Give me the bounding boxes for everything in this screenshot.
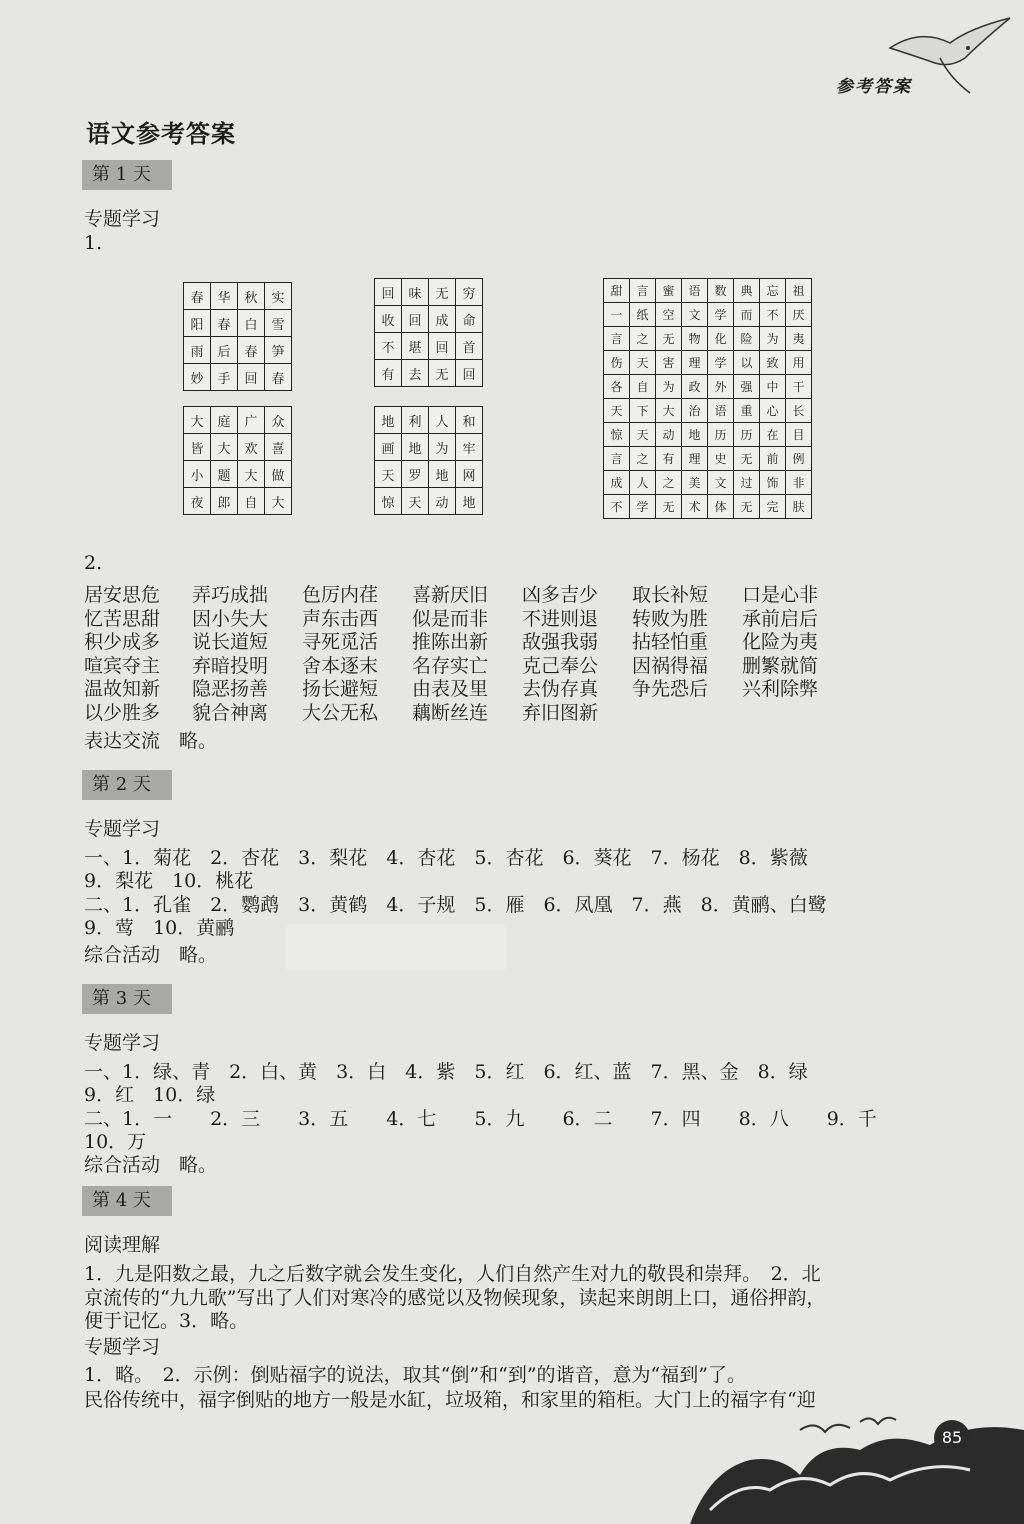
day-2-activity: 综合活动 略。 — [84, 944, 218, 966]
idiom: 忆苦思甜 — [84, 607, 161, 630]
idiom: 寻死觅活 — [302, 631, 379, 653]
grid-cell: 下 — [630, 399, 656, 423]
grid-cell: 味 — [402, 279, 429, 306]
grid-cell: 华 — [211, 283, 238, 310]
grid-cell: 成 — [604, 471, 630, 495]
grid-cell: 祖 — [786, 279, 812, 303]
idiom: 克己奉公 — [522, 654, 599, 677]
idiom: 化险为夷 — [742, 631, 819, 653]
grid-cell: 历 — [708, 423, 734, 447]
grid-cell: 理 — [682, 351, 708, 375]
page-number: 85 — [934, 1420, 970, 1456]
grid-row — [604, 447, 812, 471]
grid-cell: 纸 — [630, 303, 656, 327]
grid-cell: 回 — [375, 279, 402, 306]
day-3-line: 10．万 — [84, 1131, 147, 1153]
idiom: 舍本逐末 — [302, 654, 379, 677]
idiom: 色厉内荏 — [302, 584, 379, 606]
idiom: 凶多吉少 — [522, 584, 599, 606]
day-4-section: 专题学习 — [84, 1336, 161, 1358]
grid-cell: 之 — [630, 327, 656, 351]
grid-cell: 不 — [604, 495, 630, 519]
grid-row — [184, 488, 292, 515]
idiom: 以少胜多 — [84, 701, 161, 724]
idiom: 藕断丝连 — [412, 701, 489, 724]
idiom: 不进则退 — [522, 607, 599, 630]
grid-cell: 各 — [604, 375, 630, 399]
idiom-grid-b — [183, 406, 292, 515]
grid-cell: 无 — [734, 495, 760, 519]
page-title: 语文参考答案 — [86, 120, 236, 148]
grid-cell: 文 — [682, 303, 708, 327]
grid-cell: 牢 — [456, 434, 483, 461]
idiom: 弃暗投明 — [192, 654, 269, 677]
idiom: 敌强我弱 — [522, 631, 599, 653]
day-3-activity: 综合活动 略。 — [84, 1154, 218, 1176]
idiom: 承前启后 — [742, 607, 819, 630]
grid-row — [375, 461, 483, 488]
grid-cell: 成 — [429, 306, 456, 333]
grid-row — [375, 488, 483, 515]
header-label: 参考答案 — [836, 77, 912, 97]
idiom: 似是而非 — [412, 607, 489, 630]
idiom-grid-c — [374, 278, 483, 387]
idiom: 扬长避短 — [302, 678, 379, 700]
grid-cell: 网 — [456, 461, 483, 488]
grid-cell: 去 — [402, 360, 429, 387]
grid-cell: 不 — [760, 303, 786, 327]
day-3-section: 专题学习 — [84, 1032, 161, 1054]
day-3-line: 9．红 10．绿 — [84, 1084, 216, 1106]
grid-row — [604, 423, 812, 447]
idiom: 温故知新 — [84, 678, 161, 700]
idiom-grid-a — [183, 282, 292, 391]
grid-cell: 致 — [760, 351, 786, 375]
day-1-tag: 第 1 天 — [82, 160, 172, 190]
grid-cell: 春 — [265, 364, 292, 391]
grid-row — [604, 351, 812, 375]
grid-cell: 险 — [734, 327, 760, 351]
grid-cell: 天 — [630, 351, 656, 375]
grid-row — [604, 495, 812, 519]
grid-cell: 回 — [402, 306, 429, 333]
grid-cell: 回 — [429, 333, 456, 360]
grid-cell: 忘 — [760, 279, 786, 303]
grid-cell: 大 — [265, 488, 292, 515]
day-2-tag: 第 2 天 — [82, 770, 172, 800]
grid-cell: 言 — [604, 447, 630, 471]
grid-cell: 有 — [656, 447, 682, 471]
grid-row — [604, 471, 812, 495]
grid-cell: 美 — [682, 471, 708, 495]
grid-cell: 人 — [630, 471, 656, 495]
grid-cell: 后 — [211, 337, 238, 364]
grid-row — [184, 283, 292, 310]
idiom: 推陈出新 — [412, 631, 489, 653]
idiom-grid-e — [603, 278, 812, 519]
grid-cell: 饰 — [760, 471, 786, 495]
day-4-reading-line: 便于记忆。3．略。 — [84, 1310, 249, 1332]
grid-cell: 史 — [708, 447, 734, 471]
day-2-line: 9．梨花 10．桃花 — [84, 870, 254, 892]
grid-cell: 夷 — [786, 327, 812, 351]
grid-cell: 前 — [760, 447, 786, 471]
grid-row — [184, 337, 292, 364]
grid-row — [184, 310, 292, 337]
idiom: 拈轻怕重 — [632, 631, 709, 653]
grid-cell: 外 — [708, 375, 734, 399]
grid-cell: 为 — [760, 327, 786, 351]
grid-cell: 在 — [760, 423, 786, 447]
idiom: 删繁就简 — [742, 654, 819, 677]
day-4-line: 1．略。 2．示例：倒贴福字的说法，取其“倒”和“到”的谐音，意为“福到”了。 — [84, 1364, 746, 1386]
grid-cell: 文 — [708, 471, 734, 495]
grid-cell: 广 — [238, 407, 265, 434]
grid-cell: 秋 — [238, 283, 265, 310]
grid-cell: 为 — [656, 375, 682, 399]
grid-cell: 蜜 — [656, 279, 682, 303]
grid-cell: 过 — [734, 471, 760, 495]
question-1-number: 1. — [84, 232, 103, 254]
grid-cell: 非 — [786, 471, 812, 495]
grid-cell: 有 — [375, 360, 402, 387]
grid-row — [184, 461, 292, 488]
grid-cell: 无 — [656, 495, 682, 519]
idiom: 弄巧成拙 — [192, 584, 269, 606]
grid-cell: 一 — [604, 303, 630, 327]
grid-cell: 惊 — [604, 423, 630, 447]
grid-cell: 伤 — [604, 351, 630, 375]
grid-cell: 利 — [402, 407, 429, 434]
grid-cell: 惊 — [375, 488, 402, 515]
grid-cell: 动 — [429, 488, 456, 515]
grid-cell: 为 — [429, 434, 456, 461]
grid-cell: 小 — [184, 461, 211, 488]
idiom: 争先恐后 — [632, 678, 709, 700]
grid-cell: 数 — [708, 279, 734, 303]
idiom: 积少成多 — [84, 631, 161, 653]
grid-cell: 以 — [734, 351, 760, 375]
idiom: 喧宾夺主 — [84, 654, 161, 677]
grid-row — [604, 375, 812, 399]
day-3-tag: 第 3 天 — [82, 984, 172, 1014]
grid-row — [604, 399, 812, 423]
grid-cell: 体 — [708, 495, 734, 519]
grid-cell: 自 — [238, 488, 265, 515]
grid-cell: 学 — [630, 495, 656, 519]
grid-cell: 庭 — [211, 407, 238, 434]
idiom: 去伪存真 — [522, 678, 599, 700]
idiom: 兴利除弊 — [742, 678, 819, 700]
day-4-reading-line: 1．九是阳数之最，九之后数字就会发生变化，人们自然产生对九的敬畏和崇拜。 2．北 — [84, 1263, 821, 1285]
grid-cell: 天 — [630, 423, 656, 447]
grid-cell: 人 — [429, 407, 456, 434]
idiom: 声东击西 — [302, 607, 379, 630]
grid-cell: 地 — [429, 461, 456, 488]
grid-cell: 堪 — [402, 333, 429, 360]
idiom: 转败为胜 — [632, 607, 709, 630]
grid-cell: 学 — [708, 351, 734, 375]
grid-cell: 心 — [760, 399, 786, 423]
grid-cell: 罗 — [402, 461, 429, 488]
grid-row — [184, 407, 292, 434]
grid-cell: 笋 — [265, 337, 292, 364]
grid-cell: 空 — [656, 303, 682, 327]
grid-cell: 强 — [734, 375, 760, 399]
grid-cell: 手 — [211, 364, 238, 391]
grid-cell: 地 — [456, 488, 483, 515]
grid-cell: 欢 — [238, 434, 265, 461]
grid-cell: 语 — [708, 399, 734, 423]
grid-row — [604, 279, 812, 303]
grid-cell: 用 — [786, 351, 812, 375]
grid-cell: 地 — [402, 434, 429, 461]
grid-cell: 命 — [456, 306, 483, 333]
idiom: 喜新厌旧 — [412, 584, 489, 606]
grid-cell: 学 — [708, 303, 734, 327]
grid-cell: 干 — [786, 375, 812, 399]
grid-cell: 大 — [211, 434, 238, 461]
grid-cell: 历 — [734, 423, 760, 447]
grid-cell: 大 — [238, 461, 265, 488]
grid-cell: 和 — [456, 407, 483, 434]
grid-cell: 政 — [682, 375, 708, 399]
grid-cell: 完 — [760, 495, 786, 519]
grid-row — [184, 364, 292, 391]
grid-cell: 地 — [682, 423, 708, 447]
day-2-line: 9．莺 10．黄鹂 — [84, 917, 235, 939]
grid-cell: 言 — [604, 327, 630, 351]
idiom: 因小失大 — [192, 607, 269, 630]
grid-cell: 春 — [238, 337, 265, 364]
grid-cell: 理 — [682, 447, 708, 471]
day-4-reading-line: 京流传的“九九歌”写出了人们对寒冷的感觉以及物候现象，读起来朗朗上口，通俗押韵， — [84, 1287, 826, 1309]
grid-cell: 回 — [238, 364, 265, 391]
wave-illustration — [690, 1400, 1024, 1524]
grid-cell: 天 — [402, 488, 429, 515]
grid-cell: 例 — [786, 447, 812, 471]
grid-row — [604, 327, 812, 351]
grid-cell: 大 — [184, 407, 211, 434]
grid-cell: 无 — [429, 360, 456, 387]
day-3-line: 二、1．一 2．三 3．五 4．七 5．九 6．二 7．四 8．八 9．千 — [84, 1108, 877, 1130]
grid-cell: 无 — [429, 279, 456, 306]
idiom: 居安思危 — [84, 584, 161, 606]
grid-cell: 之 — [656, 471, 682, 495]
grid-cell: 春 — [184, 283, 211, 310]
grid-row — [375, 434, 483, 461]
idiom: 取长补短 — [632, 584, 709, 606]
grid-row — [375, 279, 483, 306]
grid-row — [375, 306, 483, 333]
grid-cell: 之 — [630, 447, 656, 471]
paper-smudge — [286, 924, 506, 970]
grid-cell: 典 — [734, 279, 760, 303]
day-4-reading: 阅读理解 — [84, 1234, 161, 1256]
grid-cell: 回 — [456, 360, 483, 387]
grid-cell: 春 — [211, 310, 238, 337]
grid-cell: 自 — [630, 375, 656, 399]
grid-cell: 治 — [682, 399, 708, 423]
grid-cell: 而 — [734, 303, 760, 327]
idiom: 说长道短 — [192, 631, 269, 653]
grid-cell: 做 — [265, 461, 292, 488]
grid-cell: 穷 — [456, 279, 483, 306]
grid-cell: 厌 — [786, 303, 812, 327]
day-2-section: 专题学习 — [84, 818, 161, 840]
grid-cell: 无 — [656, 327, 682, 351]
grid-cell: 题 — [211, 461, 238, 488]
grid-cell: 言 — [630, 279, 656, 303]
grid-row — [184, 434, 292, 461]
grid-cell: 雪 — [265, 310, 292, 337]
grid-cell: 动 — [656, 423, 682, 447]
grid-cell: 甜 — [604, 279, 630, 303]
idiom: 大公无私 — [302, 701, 379, 724]
day-1-expression: 表达交流 略。 — [84, 730, 218, 752]
grid-cell: 首 — [456, 333, 483, 360]
grid-cell: 众 — [265, 407, 292, 434]
grid-cell: 妙 — [184, 364, 211, 391]
grid-cell: 收 — [375, 306, 402, 333]
grid-cell: 皆 — [184, 434, 211, 461]
grid-cell: 中 — [760, 375, 786, 399]
idiom: 弃旧图新 — [522, 701, 599, 724]
grid-cell: 郎 — [211, 488, 238, 515]
grid-cell: 喜 — [265, 434, 292, 461]
grid-cell: 天 — [375, 461, 402, 488]
grid-cell: 目 — [786, 423, 812, 447]
grid-cell: 天 — [604, 399, 630, 423]
grid-cell: 地 — [375, 407, 402, 434]
idiom: 口是心非 — [742, 584, 819, 606]
grid-cell: 肤 — [786, 495, 812, 519]
day-3-line: 一、1．绿、青 2．白、黄 3．白 4．紫 5．红 6．红、蓝 7．黑、金 8．绿 — [84, 1061, 808, 1083]
idiom: 名存实亡 — [412, 654, 489, 677]
grid-cell: 害 — [656, 351, 682, 375]
day-4-tag: 第 4 天 — [82, 1186, 172, 1216]
grid-cell: 术 — [682, 495, 708, 519]
grid-cell: 不 — [375, 333, 402, 360]
grid-cell: 大 — [656, 399, 682, 423]
grid-row — [375, 360, 483, 387]
grid-row — [375, 333, 483, 360]
grid-cell: 白 — [238, 310, 265, 337]
day-1-section: 专题学习 — [84, 208, 161, 230]
day-4-line: 民俗传统中，福字倒贴的地方一般是水缸，垃圾箱，和家里的箱柜。大门上的福字有“迎 — [84, 1389, 816, 1411]
idiom: 貌合神离 — [192, 701, 269, 724]
grid-cell: 语 — [682, 279, 708, 303]
grid-row — [375, 407, 483, 434]
grid-cell: 长 — [786, 399, 812, 423]
idiom: 因祸得福 — [632, 654, 709, 677]
grid-cell: 实 — [265, 283, 292, 310]
grid-row — [604, 303, 812, 327]
grid-cell: 物 — [682, 327, 708, 351]
question-2-number: 2. — [84, 552, 103, 574]
grid-cell: 阳 — [184, 310, 211, 337]
grid-cell: 夜 — [184, 488, 211, 515]
grid-cell: 无 — [734, 447, 760, 471]
grid-cell: 画 — [375, 434, 402, 461]
day-2-line: 二、1．孔雀 2．鹦鹉 3．黄鹤 4．子规 5．雁 6．凤凰 7．燕 8．黄鹂、白鹭 — [84, 894, 827, 916]
grid-cell: 雨 — [184, 337, 211, 364]
idiom: 隐恶扬善 — [192, 678, 269, 700]
grid-cell: 化 — [708, 327, 734, 351]
day-2-line: 一、1．菊花 2．杏花 3．梨花 4．杏花 5．杏花 6．葵花 7．杨花 8．紫薇 — [84, 847, 808, 869]
idiom: 由表及里 — [412, 678, 489, 700]
idiom-grid-d — [374, 406, 483, 515]
grid-cell: 重 — [734, 399, 760, 423]
